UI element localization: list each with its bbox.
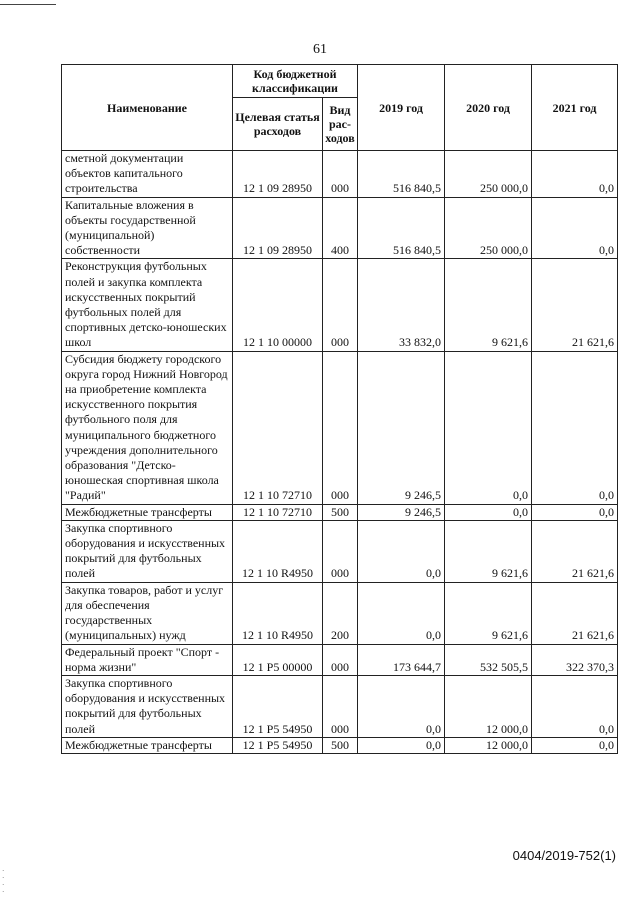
row-value-2020: 0,0 [445, 351, 532, 504]
row-expense-kind: 000 [323, 351, 358, 504]
row-name: сметной документации объектов капитального строительства [62, 151, 233, 198]
table-row [62, 351, 618, 504]
top-rule [0, 4, 56, 5]
row-target-code: 12 1 10 72710 [233, 351, 323, 504]
table-row [62, 737, 618, 753]
row-value-2020: 532 505,5 [445, 644, 532, 675]
row-value-2021: 322 370,3 [532, 644, 618, 675]
row-value-2020: 0,0 [445, 504, 532, 520]
row-name: Закупка товаров, работ и услуг для обеспечения государственных (муниципальных) нужд [62, 582, 233, 644]
table-row [62, 582, 618, 644]
row-expense-kind: 000 [323, 259, 358, 351]
row-value-2020: 12 000,0 [445, 675, 532, 737]
table-header [62, 65, 618, 151]
table-body [62, 151, 618, 754]
row-target-code: 12 1 10 R4950 [233, 582, 323, 644]
table-row [62, 520, 618, 582]
row-expense-kind: 000 [323, 644, 358, 675]
row-name: Межбюджетные трансферты [62, 737, 233, 753]
row-value-2021: 21 621,6 [532, 582, 618, 644]
row-value-2020: 9 621,6 [445, 520, 532, 582]
row-value-2019: 0,0 [358, 582, 445, 644]
row-expense-kind: 000 [323, 520, 358, 582]
row-value-2021: 0,0 [532, 504, 618, 520]
row-value-2020: 250 000,0 [445, 151, 532, 198]
row-value-2020: 250 000,0 [445, 197, 532, 259]
scan-edge-marks: · · · · [2, 867, 5, 896]
row-expense-kind: 000 [323, 675, 358, 737]
row-value-2020: 9 621,6 [445, 259, 532, 351]
row-name: Федеральный проект "Спорт - норма жизни" [62, 644, 233, 675]
header-2020: 2020 год [445, 65, 532, 151]
row-value-2021: 21 621,6 [532, 259, 618, 351]
header-2021: 2021 год [532, 65, 618, 151]
row-target-code: 12 1 10 72710 [233, 504, 323, 520]
row-value-2020: 12 000,0 [445, 737, 532, 753]
row-expense-kind: 400 [323, 197, 358, 259]
row-name: Межбюджетные трансферты [62, 504, 233, 520]
row-value-2019: 516 840,5 [358, 151, 445, 198]
row-value-2021: 0,0 [532, 351, 618, 504]
row-target-code: 12 1 P5 54950 [233, 737, 323, 753]
row-target-code: 12 1 10 R4950 [233, 520, 323, 582]
row-value-2019: 0,0 [358, 520, 445, 582]
row-value-2021: 0,0 [532, 151, 618, 198]
row-value-2021: 0,0 [532, 675, 618, 737]
row-target-code: 12 1 09 28950 [233, 151, 323, 198]
row-expense-kind: 500 [323, 737, 358, 753]
budget-table [61, 64, 618, 754]
row-value-2020: 9 621,6 [445, 582, 532, 644]
row-expense-kind: 200 [323, 582, 358, 644]
row-value-2019: 33 832,0 [358, 259, 445, 351]
table-row [62, 197, 618, 259]
row-name: Реконструкция футбольных полей и закупка комплекта искусственных покрытий футбольных полей для спортивных детско-юношеских школ [62, 259, 233, 351]
row-name: Капитальные вложения в объекты государственной (муниципальной) собственности [62, 197, 233, 259]
header-name: Наименование [62, 65, 233, 151]
row-target-code: 12 1 P5 54950 [233, 675, 323, 737]
row-value-2021: 0,0 [532, 737, 618, 753]
header-target-article: Целевая статья расходов [233, 98, 323, 151]
row-value-2021: 21 621,6 [532, 520, 618, 582]
row-expense-kind: 000 [323, 151, 358, 198]
table-row [62, 259, 618, 351]
row-target-code: 12 1 10 00000 [233, 259, 323, 351]
row-name: Субсидия бюджету городского округа город Нижний Новгород на приобретение комплекта искусственного покрытия футбольного поля для муниципального бюджетного учреждения дополнительного образования "Детско-юношеская спортивная школа "Радий" [62, 351, 233, 504]
row-value-2019: 0,0 [358, 675, 445, 737]
header-expense-kind: Вид рас-ходов [323, 98, 358, 151]
header-code-group: Код бюджетной классификации [233, 65, 358, 98]
row-name: Закупка спортивного оборудования и искусственных покрытий для футбольных полей [62, 520, 233, 582]
row-target-code: 12 1 P5 00000 [233, 644, 323, 675]
header-2019: 2019 год [358, 65, 445, 151]
table-row [62, 675, 618, 737]
table-row [62, 644, 618, 675]
row-value-2019: 516 840,5 [358, 197, 445, 259]
row-value-2019: 173 644,7 [358, 644, 445, 675]
row-target-code: 12 1 09 28950 [233, 197, 323, 259]
row-expense-kind: 500 [323, 504, 358, 520]
row-value-2019: 0,0 [358, 737, 445, 753]
page-number: 61 [313, 42, 327, 57]
row-name: Закупка спортивного оборудования и искусственных покрытий для футбольных полей [62, 675, 233, 737]
document-id: 0404/2019-752(1) [512, 848, 616, 863]
table-row [62, 151, 618, 198]
row-value-2019: 9 246,5 [358, 504, 445, 520]
row-value-2019: 9 246,5 [358, 351, 445, 504]
row-value-2021: 0,0 [532, 197, 618, 259]
table-row [62, 504, 618, 520]
